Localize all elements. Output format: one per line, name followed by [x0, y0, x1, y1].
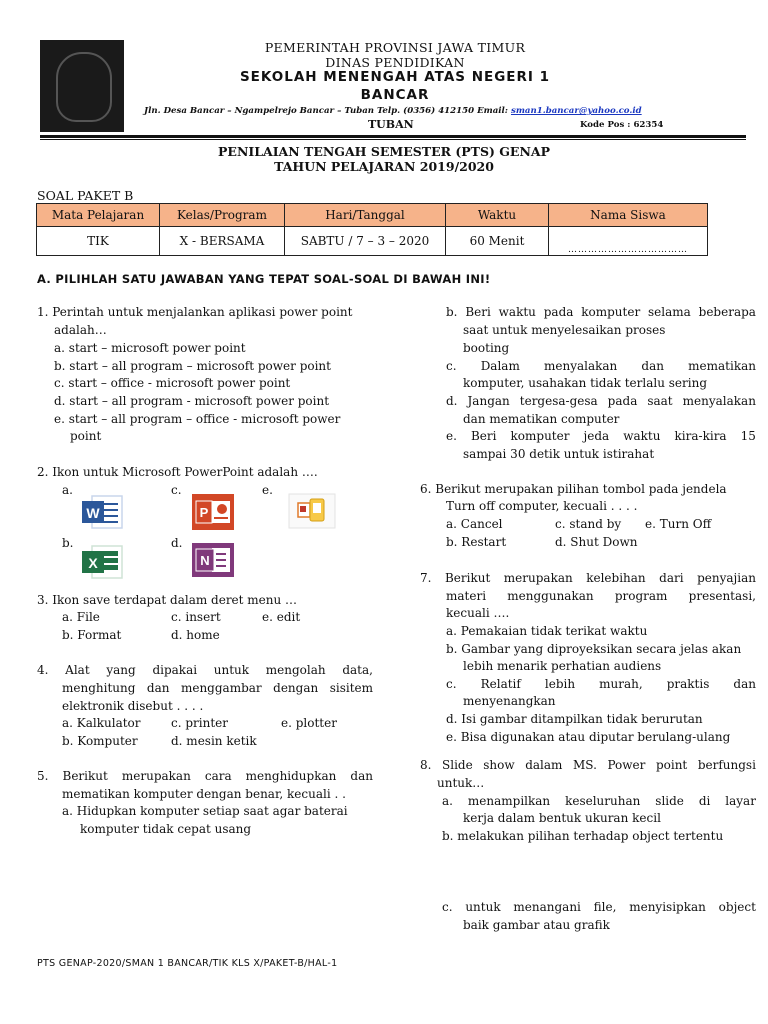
q3-stem: 3. Ikon save terdapat dalam deret menu … [37, 593, 298, 607]
header-department: DINAS PENDIDIKAN [325, 55, 465, 70]
header-divider [40, 135, 746, 138]
q1-option-d: d. start – all program - microsoft power point [54, 394, 330, 408]
q1-option-e-cont: point [70, 429, 102, 443]
table-header: Nama Siswa [549, 204, 708, 227]
q5-stem-cont: mematikan komputer dengan benar, kecuali . . [62, 787, 346, 801]
svg-text:X: X [88, 555, 98, 571]
q2-stem: 2. Ikon untuk Microsoft PowerPoint adalah …. [37, 465, 318, 479]
q7-option-e: e. Bisa digunakan atau diputar berulang-ulang [446, 730, 731, 744]
paket-label: SOAL PAKET B [37, 188, 134, 203]
table-header: Waktu [446, 204, 549, 227]
header-address: Jln. Desa Bancar – Ngampelrejo Bancar – Tuban Telp. (0356) 412150 Email: sman1.bancar@yahoo.co.id [144, 106, 642, 116]
school-logo [40, 40, 124, 132]
q6-option-c: c. stand by [555, 517, 622, 531]
word-icon [80, 493, 124, 531]
q4-option-b: b. Komputer [62, 734, 138, 748]
q8-option-b: b. melakukan pilihan terhadap object tertentu [442, 829, 724, 843]
q3-option-b: b. Format [62, 628, 122, 642]
header-government: PEMERINTAH PROVINSI JAWA TIMUR [264, 40, 526, 55]
q4-option-c: c. printer [171, 716, 228, 730]
header-postal-code: Kode Pos : 62354 [580, 120, 664, 130]
q2-option-e: e. [262, 483, 273, 497]
table-cell: 60 Menit [446, 227, 549, 256]
svg-text:W: W [86, 505, 100, 521]
onenote-icon [190, 541, 236, 579]
table-cell: TIK [37, 227, 160, 256]
q3-option-a: a. File [62, 610, 100, 624]
q5-option-a-cont: komputer tidak cepat usang [80, 822, 252, 836]
q2-option-c: c. [171, 483, 182, 497]
excel-icon [80, 543, 124, 581]
q7-option-b: b. Gambar yang diproyeksikan secara jelas akan [446, 642, 742, 656]
table-header: Mata Pelajaran [37, 204, 160, 227]
svg-text:N: N [200, 553, 210, 568]
q8-option-c-cont: baik gambar atau grafik [463, 918, 610, 932]
q5-option-c-cont: komputer, usahakan tidak terlalu sering [463, 376, 708, 390]
q5-option-d: d. Jangan tergesa-gesa pada saat menyalakan [446, 394, 756, 408]
q4-stem-end: elektronik disebut . . . . [62, 699, 204, 713]
q8-stem-cont: untuk… [437, 776, 485, 790]
q1-option-b: b. start – all program – microsoft power point [54, 359, 331, 373]
q8-option-a: a. menampilkan keseluruhan slide di layar [442, 794, 756, 808]
q5-option-c: c. Dalam menyalakan dan mematikan [446, 359, 756, 373]
table-cell: X - BERSAMA [160, 227, 285, 256]
q4-stem: 4. Alat yang dipakai untuk mengolah data, [37, 663, 373, 677]
exam-info-table [36, 203, 708, 256]
presentation-file-icon [288, 493, 336, 529]
q1-option-a: a. start – microsoft power point [54, 341, 246, 355]
q6-option-e: e. Turn Off [645, 517, 712, 531]
q1-stem: 1. Perintah untuk menjalankan aplikasi power point [37, 305, 353, 319]
q7-stem-cont: materi menggunakan program presentasi, [446, 589, 756, 603]
student-name-field[interactable]: ……………………………… [549, 227, 708, 256]
section-a-instruction: A. PILIHLAH SATU JAWABAN YANG TEPAT SOAL-SOAL DI BAWAH INI! [37, 272, 491, 286]
header-city: TUBAN [368, 118, 414, 131]
q6-option-d: d. Shut Down [555, 535, 638, 549]
q2-option-a: a. [62, 483, 73, 497]
table-header: Hari/Tanggal [285, 204, 446, 227]
q7-stem-end: kecuali …. [446, 606, 510, 620]
q7-option-c-cont: menyenangkan [463, 694, 556, 708]
q1-stem-cont: adalah… [54, 323, 107, 337]
q5-option-b-cont: saat untuk menyelesaikan proses [463, 323, 666, 337]
q4-option-a: a. Kalkulator [62, 716, 141, 730]
q5-option-a: a. Hidupkan komputer setiap saat agar baterai [62, 804, 348, 818]
q4-option-e: e. plotter [281, 716, 337, 730]
header-school-name-2: BANCAR [360, 87, 430, 103]
q5-stem: 5. Berikut merupakan cara menghidupkan dan [37, 769, 373, 783]
page-footer: PTS GENAP-2020/SMAN 1 BANCAR/TIK KLS X/PAKET-B/HAL-1 [37, 958, 338, 969]
q4-option-d: d. mesin ketik [171, 734, 257, 748]
exam-year: TAHUN PELAJARAN 2019/2020 [274, 159, 494, 174]
q3-option-d: d. home [171, 628, 220, 642]
q7-option-a: a. Pemakaian tidak terikat waktu [446, 624, 648, 638]
q5-option-e-cont: sampai 30 detik untuk istirahat [463, 447, 655, 461]
q5-option-b: b. Beri waktu pada komputer selama beberapa [446, 305, 756, 319]
q2-option-d: d. [171, 536, 183, 550]
table-cell: SABTU / 7 – 3 – 2020 [285, 227, 446, 256]
powerpoint-icon [190, 492, 236, 532]
svg-text:P: P [199, 505, 209, 520]
q3-option-e: e. edit [262, 610, 301, 624]
q1-option-c: c. start – office - microsoft power point [54, 376, 291, 390]
q5-option-b-cont2: booting [463, 341, 510, 355]
q7-option-c: c. Relatif lebih murah, praktis dan [446, 677, 756, 691]
q7-option-b-cont: lebih menarik perhatian audiens [463, 659, 662, 673]
q1-option-e: e. start – all program – office - microsoft power [54, 412, 341, 426]
header-school-name: SEKOLAH MENENGAH ATAS NEGERI 1 [239, 69, 551, 85]
table-header: Kelas/Program [160, 204, 285, 227]
q8-stem: 8. Slide show dalam MS. Power point berfungsi [420, 758, 756, 772]
q2-option-b: b. [62, 536, 74, 550]
q8-option-c: c. untuk menangani file, menyisipkan object [442, 900, 756, 914]
q7-stem: 7. Berikut merupakan kelebihan dari penyajian [420, 571, 756, 585]
q4-stem-cont: menghitung dan menggambar dengan sisitem [62, 681, 373, 695]
q7-option-d: d. Isi gambar ditampilkan tidak berurutan [446, 712, 703, 726]
q6-stem-cont: Turn off computer, kecuali . . . . [446, 499, 638, 513]
q8-option-a-cont: kerja dalam bentuk ukuran kecil [463, 811, 661, 825]
q5-option-d-cont: dan mematikan computer [463, 412, 620, 426]
q3-option-c: c. insert [171, 610, 221, 624]
header-divider-thin [40, 139, 746, 140]
email-link[interactable]: sman1.bancar@yahoo.co.id [510, 106, 642, 116]
q6-option-b: b. Restart [446, 535, 507, 549]
q5-option-e: e. Beri komputer jeda waktu kira-kira 15 [446, 429, 756, 443]
exam-title: PENILAIAN TENGAH SEMESTER (PTS) GENAP [218, 144, 550, 159]
q6-stem: 6. Berikut merupakan pilihan tombol pada jendela [420, 482, 727, 496]
q6-option-a: a. Cancel [446, 517, 503, 531]
